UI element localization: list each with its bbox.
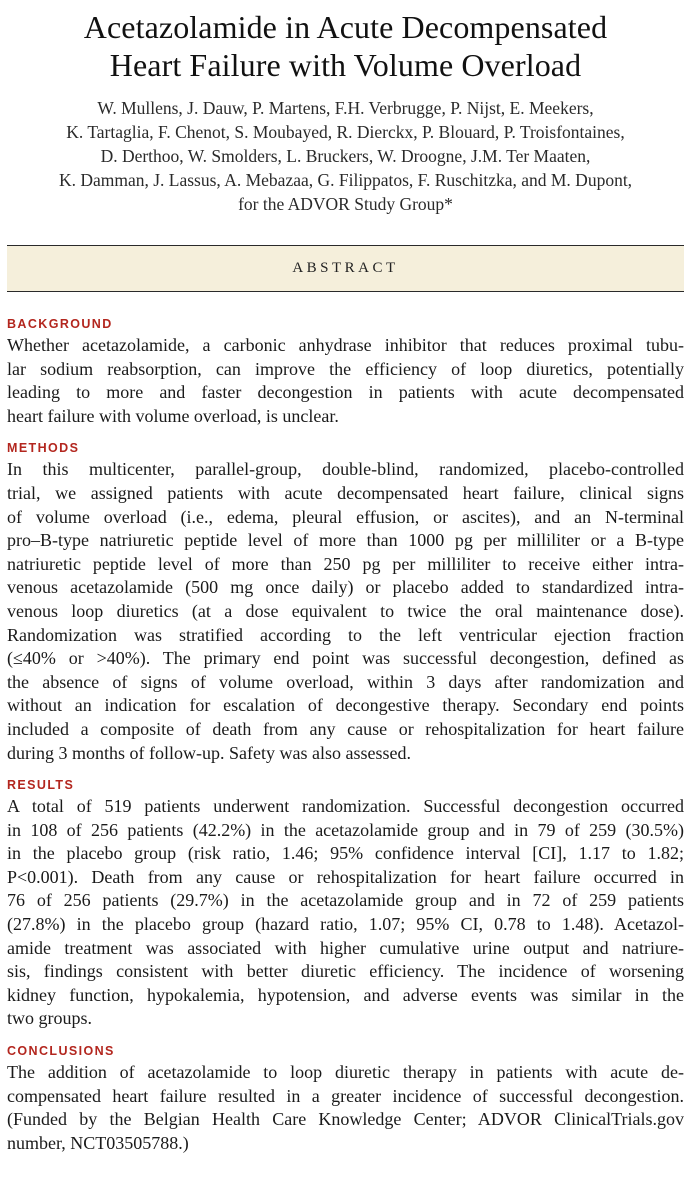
text-line: trial, we assigned patients with acute decompensated heart failure, clinical signs [7,482,684,503]
text-line: without an indication for escalation of decongestive therapy. Secondary end points [7,695,684,716]
text-line: heart failure with volume overload, is unclear. [7,405,339,426]
text-line: A total of 519 patients underwent randomization. Successful decongestion occurred [7,796,684,817]
section-heading: BACKGROUND [7,317,113,331]
section-conclusions [7,1041,684,1155]
abstract-header-band [7,245,684,292]
text-line: Randomization was stratified according to the left ventricular ejection fraction [7,624,684,645]
text-line: in the placebo group (risk ratio, 1.46; 95% confidence interval [CI], 1.17 to 1.82; [7,843,684,864]
text-line: during 3 months of follow-up. Safety was also assessed. [7,742,411,763]
text-line: lar sodium reabsorption, can improve the efficiency of loop diuretics, potentially [7,358,684,379]
text-line: venous loop diuretics (at a dose equivalent to twice the oral maintenance dose). [7,600,684,621]
abstract-body [7,314,684,1165]
text-line: in 108 of 256 patients (42.2%) in the acetazolamide group and in 79 of 259 (30.5%) [7,819,684,840]
text-line: The addition of acetazolamide to loop diuretic therapy in patients with acute de- [7,1062,684,1083]
author-line: for the ADVOR Study Group* [238,194,453,214]
text-line: included a composite of death from any cause or rehospitalization for heart failure [7,718,684,739]
section-heading: RESULTS [7,778,75,793]
section-text [7,458,684,765]
text-line: number, NCT03505788.) [7,1132,189,1153]
text-line: Whether acetazolamide, a carbonic anhydrase inhibitor that reduces proximal tubu- [7,335,684,355]
text-line: compensated heart failure resulted in a greater incidence of successful decongestion. [7,1085,684,1106]
text-line: P<0.001). Death from any cause or rehospitalization for heart failure occurred in [7,866,684,887]
text-line: two groups. [7,1008,92,1029]
article-title [0,0,691,84]
text-line: kidney function, hypokalemia, hypotension, and adverse events was similar in the [7,984,684,1005]
text-line: venous acetazolamide (500 mg once daily) or placebo added to standardized intra- [7,577,684,598]
section-text [7,1061,684,1155]
title-line: Heart Failure with Volume Overload [109,47,582,83]
section-heading: CONCLUSIONS [7,1044,115,1059]
abstract-label: ABSTRACT [292,260,399,276]
author-line: W. Mullens, J. Dauw, P. Martens, F.H. Verbrugge, P. Nijst, E. Meekers, [97,98,594,118]
text-line: natriuretic peptide level of more than 250 pg per milliliter to receive either intra- [7,553,684,574]
text-line: pro–B-type natriuretic peptide level of more than 1000 pg per milliliter or a B-type [7,530,684,551]
section-background [7,314,684,428]
text-line: the absence of signs of volume overload, within 3 days after randomization and [7,671,684,692]
section-text [7,334,684,428]
text-line: amide treatment was associated with higher cumulative urine output and natriure- [7,937,684,958]
author-list [0,96,691,216]
title-line: Acetazolamide in Acute Decompensated [83,9,608,45]
text-line: of volume overload (i.e., edema, pleural effusion, or ascites), and an N-terminal [7,506,684,527]
text-line: sis, findings consistent with better diuretic efficiency. The incidence of worsening [7,961,684,982]
text-line: (Funded by the Belgian Health Care Knowledge Center; ADVOR ClinicalTrials.gov [7,1109,684,1130]
text-line: (≤40% or >40%). The primary end point was successful decongestion, defined as [7,648,684,669]
text-line: (27.8%) in the placebo group (hazard ratio, 1.07; 95% CI, 0.78 to 1.48). Acetazol- [7,914,684,935]
section-results [7,775,684,1031]
author-line: K. Damman, J. Lassus, A. Mebazaa, G. Filippatos, F. Ruschitzka, and M. Dupont, [58,170,633,190]
author-line: K. Tartaglia, F. Chenot, S. Moubayed, R. Dierckx, P. Blouard, P. Troisfontaines, [66,122,625,142]
section-text [7,795,684,1031]
text-line: In this multicenter, parallel-group, double-blind, randomized, placebo-controlled [7,459,684,480]
text-line: leading to more and faster decongestion in patients with acute decompensated [7,382,684,403]
author-line: D. Derthoo, W. Smolders, L. Bruckers, W. Droogne, J.M. Ter Maaten, [100,146,591,166]
section-methods [7,438,684,765]
text-line: 76 of 256 patients (29.7%) in the acetazolamide group and in 72 of 259 patients [7,890,684,911]
section-heading: METHODS [7,441,80,456]
